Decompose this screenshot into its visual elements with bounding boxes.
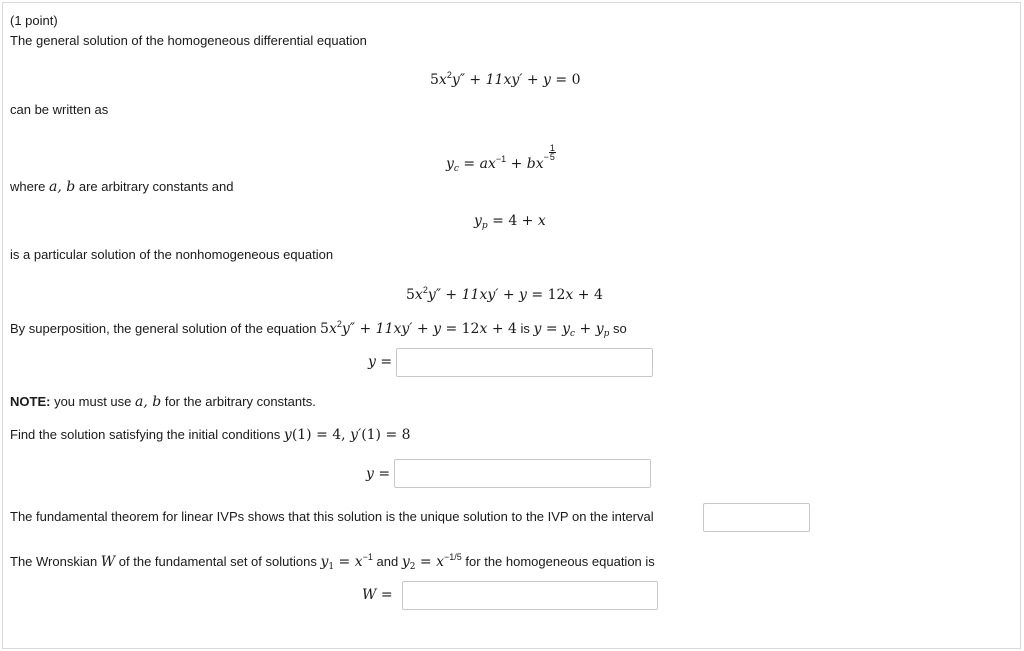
yc-term2: bx	[526, 156, 544, 172]
yp-x: x	[537, 213, 546, 229]
general-solution-label: y =	[368, 354, 393, 370]
theorem-text: The fundamental theorem for linear IVPs shows that this solution is the unique solution to the IVP on the interval	[10, 509, 654, 524]
superposition-c: c	[570, 329, 576, 339]
wronskian-label: W =	[362, 587, 393, 603]
yp-equation	[474, 213, 546, 234]
eq-exp: 2	[446, 70, 452, 80]
superposition-p: p	[603, 329, 610, 339]
yc-exp2-frac	[549, 144, 556, 161]
eq-coef: 5	[430, 72, 439, 88]
yc-equation	[446, 144, 556, 177]
eq-coef: 5	[406, 287, 415, 303]
superposition-const: + 4	[487, 321, 517, 337]
general-solution-input[interactable]	[396, 348, 653, 377]
eq-term: y″ + 11	[427, 287, 480, 303]
where-text	[10, 179, 234, 195]
yc-lhs: y	[446, 156, 454, 172]
superposition-eq: =	[541, 321, 563, 337]
note-bold: NOTE:	[10, 394, 51, 409]
yc-term1: ax	[479, 156, 496, 172]
note-text	[10, 394, 316, 410]
ivp-solution-input[interactable]	[394, 459, 651, 488]
ivp-solution-label: y =	[366, 466, 391, 482]
yp-rhs: = 4 +	[487, 213, 538, 229]
eq-term: xy′ + y	[479, 287, 527, 303]
yp-lhs: y	[474, 213, 482, 229]
superposition-y: y	[533, 321, 542, 337]
wronskian-x2: x	[436, 554, 445, 570]
particular-text: is a particular solution of the nonhomogeneous equation	[10, 247, 334, 262]
yp-sub: p	[481, 221, 488, 231]
ic-value2: (1) = 8	[361, 427, 411, 443]
superposition-so: so	[609, 321, 627, 336]
points-label: (1 point)	[10, 13, 58, 28]
can-be-written-text: can be written as	[10, 102, 109, 117]
wronskian-sub1: 1	[328, 562, 335, 572]
eq-var: x	[414, 287, 423, 303]
eq-var: x	[565, 287, 574, 303]
yc-exp2-num: 1	[549, 143, 555, 153]
eq-const: + 4	[573, 287, 603, 303]
wronskian-x1: x	[354, 554, 363, 570]
eq-term: y″ + 11	[451, 72, 504, 88]
eq-rhs: = 0	[550, 72, 581, 88]
where-pre: where	[10, 179, 50, 194]
wronskian-eq1: =	[334, 554, 355, 570]
eq-exp: 2	[422, 285, 428, 295]
superposition-yc: y	[562, 321, 571, 337]
yc-exp2-den: 5	[549, 152, 555, 162]
note-pre: you must use	[50, 394, 135, 409]
yc-eq: =	[458, 156, 480, 172]
wronskian-w: W	[100, 554, 116, 570]
wronskian-y2: y	[401, 554, 410, 570]
wronskian-pre: The Wronskian	[10, 554, 101, 569]
wronskian-sub2: 2	[409, 562, 416, 572]
yc-exp1: −1	[495, 154, 507, 164]
initial-conditions-text	[10, 427, 411, 443]
superposition-pre: By superposition, the general solution of the equation	[10, 321, 321, 336]
yc-exp2-sign: −	[543, 152, 549, 162]
superposition-var: x	[328, 321, 337, 337]
note-post: for the arbitrary constants.	[161, 394, 316, 409]
superposition-rhs: = 12	[441, 321, 480, 337]
wronskian-eq2: =	[415, 554, 437, 570]
superposition-coef: 5	[320, 321, 329, 337]
nonhomogeneous-equation	[406, 282, 603, 303]
eq-var: x	[438, 72, 447, 88]
superposition-exp: 2	[336, 319, 342, 329]
superposition-yp: y	[595, 321, 604, 337]
ic-y: y	[283, 427, 292, 443]
superposition-is: is	[516, 321, 534, 336]
wronskian-and: and	[372, 554, 402, 569]
wronskian-exp1: −1	[362, 552, 373, 562]
where-post: are arbitrary constants and	[75, 179, 234, 194]
ic-pre: Find the solution satisfying the initial conditions	[10, 427, 284, 442]
note-vars: a, b	[135, 394, 162, 410]
wronskian-input[interactable]	[402, 581, 658, 610]
superposition-term: y″ + 11	[341, 321, 394, 337]
wronskian-y1: y	[320, 554, 329, 570]
ic-value1: (1) = 4,	[291, 427, 351, 443]
homogeneous-equation	[430, 67, 581, 88]
eq-rhs: = 12	[526, 287, 566, 303]
wronskian-post: for the homogeneous equation is	[461, 554, 655, 569]
superposition-term: xy′ + y	[393, 321, 442, 337]
yc-sub: c	[453, 164, 459, 174]
ic-yprime: y′	[350, 427, 362, 443]
interval-input[interactable]	[703, 503, 810, 532]
yc-plus: +	[506, 156, 527, 172]
eq-term: xy′ + y	[503, 72, 551, 88]
wronskian-exp2: −1/5	[444, 552, 462, 562]
where-vars: a, b	[49, 179, 76, 195]
superposition-plus: +	[575, 321, 596, 337]
wronskian-mid: of the fundamental set of solutions	[115, 554, 321, 569]
wronskian-text	[10, 549, 655, 575]
superposition-text	[10, 316, 627, 342]
intro-text: The general solution of the homogeneous differential equation	[10, 33, 367, 48]
superposition-var: x	[479, 321, 488, 337]
